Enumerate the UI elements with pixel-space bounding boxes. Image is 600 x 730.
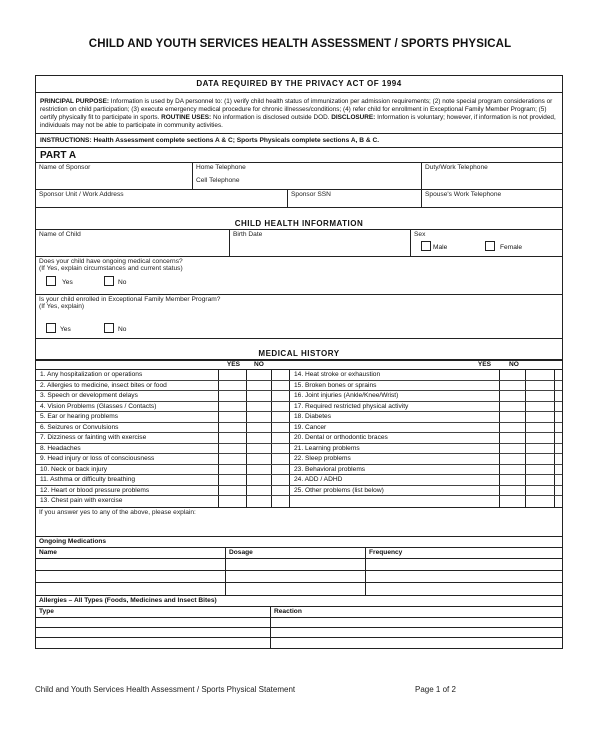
yes-cell[interactable] xyxy=(500,370,526,380)
medication-frequency-input[interactable] xyxy=(366,571,562,582)
spacer-cell xyxy=(272,486,290,496)
condition-label: 11. Asthma or difficulty breathing xyxy=(36,475,219,485)
no-column-header-left: NO xyxy=(254,361,264,368)
name-of-sponsor-field[interactable] xyxy=(36,163,193,189)
home-telephone-label: Home Telephone xyxy=(196,164,246,171)
spacer-cell xyxy=(272,402,290,412)
medication-row xyxy=(36,559,562,571)
condition-label: 19. Cancer xyxy=(290,423,500,433)
yes-cell[interactable] xyxy=(500,444,526,454)
sponsor-unit-address-label: Sponsor Unit / Work Address xyxy=(39,191,124,198)
no-cell[interactable] xyxy=(247,433,272,443)
no-cell[interactable] xyxy=(526,433,555,443)
yes-cell[interactable] xyxy=(219,444,247,454)
no-cell[interactable] xyxy=(526,496,555,507)
condition-label: 25. Other problems (list below) xyxy=(290,486,500,496)
medical-history-left-column xyxy=(36,370,290,507)
medical-concerns-question xyxy=(36,257,562,295)
medical-concerns-question-text: Does your child have ongoing medical concerns? xyxy=(39,258,183,265)
condition-label: 24. ADD / ADHD xyxy=(290,475,500,485)
yes-cell[interactable] xyxy=(500,412,526,422)
spacer-cell xyxy=(272,412,290,422)
medical-history-row xyxy=(36,423,290,434)
spouse-work-telephone-field[interactable] xyxy=(422,190,562,207)
no-cell[interactable] xyxy=(526,391,555,401)
yes-cell[interactable] xyxy=(500,496,526,507)
page-number: Page 1 of 2 xyxy=(415,685,456,694)
birth-date-label: Birth Date xyxy=(233,231,263,238)
no-cell[interactable] xyxy=(247,370,272,380)
yes-cell[interactable] xyxy=(500,391,526,401)
medical-concerns-no-option[interactable] xyxy=(104,276,126,286)
condition-label: 6. Seizures or Convulsions xyxy=(36,423,219,433)
privacy-act-heading xyxy=(36,76,562,93)
duty-work-telephone-label: Duty/Work Telephone xyxy=(425,164,488,171)
condition-label: 10. Neck or back injury xyxy=(36,465,219,475)
medical-history-row xyxy=(290,412,562,423)
yes-cell[interactable] xyxy=(219,412,247,422)
medical-history-row xyxy=(36,391,290,402)
condition-label: 18. Diabetes xyxy=(290,412,500,422)
efmp-no-option[interactable] xyxy=(104,323,126,333)
medical-history-row xyxy=(290,402,562,413)
medical-history-row xyxy=(36,402,290,413)
allergy-type-header: Type xyxy=(36,607,271,617)
privacy-act-statement xyxy=(36,93,562,134)
yes-cell[interactable] xyxy=(500,475,526,485)
medical-concerns-yes-label: Yes xyxy=(62,279,73,286)
medical-concerns-question-hint: (If Yes, explain circumstances and current status) xyxy=(39,265,183,272)
medication-dosage-input[interactable] xyxy=(226,559,366,570)
medical-history-grid xyxy=(36,370,562,508)
no-cell[interactable] xyxy=(247,475,272,485)
medical-history-heading-text: MEDICAL HISTORY xyxy=(258,349,340,358)
child-health-heading-text: CHILD HEALTH INFORMATION xyxy=(234,219,364,228)
yes-cell[interactable] xyxy=(219,370,247,380)
ongoing-medications-heading: Ongoing Medications xyxy=(36,537,562,548)
birth-date-field[interactable] xyxy=(230,230,411,256)
condition-label: 13. Chest pain with exercise xyxy=(36,496,219,507)
medications-table xyxy=(36,548,562,596)
medical-history-column-headers xyxy=(36,361,562,370)
medical-history-row xyxy=(290,391,562,402)
no-column-header-right: NO xyxy=(509,361,519,368)
medical-history-row xyxy=(290,454,562,465)
medical-concerns-cell xyxy=(36,257,562,294)
no-cell[interactable] xyxy=(526,475,555,485)
no-cell[interactable] xyxy=(526,486,555,496)
cell-telephone-label: Cell Telephone xyxy=(196,177,240,184)
medical-history-row xyxy=(36,496,290,507)
no-cell[interactable] xyxy=(526,423,555,433)
female-label: Female xyxy=(500,244,522,251)
disclosure-label: DISCLOSURE: xyxy=(331,114,376,121)
medical-concerns-yes-checkbox[interactable] xyxy=(46,276,56,286)
spacer-cell xyxy=(272,423,290,433)
allergy-row xyxy=(36,628,562,638)
medical-history-row xyxy=(36,412,290,423)
medical-history-row xyxy=(290,496,562,507)
medication-name-input[interactable] xyxy=(36,571,226,582)
explain-field[interactable] xyxy=(36,508,562,537)
medical-history-row xyxy=(36,454,290,465)
child-health-heading xyxy=(36,208,562,230)
allergies-heading: Allergies – All Types (Foods, Medicines and Insect Bites) xyxy=(36,596,562,607)
medication-frequency-input[interactable] xyxy=(366,583,562,595)
no-cell[interactable] xyxy=(247,381,272,391)
sex-male-option[interactable] xyxy=(421,241,485,251)
medication-dosage-input[interactable] xyxy=(226,571,366,582)
yes-cell[interactable] xyxy=(500,433,526,443)
yes-cell[interactable] xyxy=(500,381,526,391)
allergy-reaction-input[interactable] xyxy=(271,628,562,637)
medical-history-row xyxy=(36,370,290,381)
medical-concerns-no-label: No xyxy=(118,279,127,286)
condition-label: 2. Allergies to medicine, insect bites or food xyxy=(36,381,219,391)
yes-cell[interactable] xyxy=(500,423,526,433)
explain-cell[interactable] xyxy=(36,508,562,536)
efmp-question-text: Is your child enrolled in Exceptional Family Member Program? xyxy=(39,296,221,303)
telephone-field-group[interactable] xyxy=(193,163,422,189)
condition-label: 12. Heart or blood pressure problems xyxy=(36,486,219,496)
allergies-header-row xyxy=(36,607,562,618)
yes-cell[interactable] xyxy=(219,475,247,485)
document-title: CHILD AND YOUTH SERVICES HEALTH ASSESSMENT / SPORTS PHYSICAL xyxy=(88,38,512,50)
child-info-row xyxy=(36,230,562,257)
yes-cell[interactable] xyxy=(500,454,526,464)
yes-cell[interactable] xyxy=(500,486,526,496)
routine-uses-label: ROUTINE USES: xyxy=(161,114,212,121)
allergy-reaction-input[interactable] xyxy=(271,638,562,648)
medical-history-row xyxy=(36,433,290,444)
spacer-cell xyxy=(272,496,290,507)
medical-history-right-column xyxy=(290,370,562,507)
condition-label: 14. Heat stroke or exhaustion xyxy=(290,370,500,380)
spouse-work-telephone-label: Spouse's Work Telephone xyxy=(425,191,502,198)
medical-history-heading xyxy=(36,339,562,361)
principal-purpose-text: Information is used by DA personnel to: (1) verify child health status of immunization per admission requirements; (2) note special program considerations or restriction on child participation; (3) execute emergency medical procedure for chronic illnesses/conditions; (4) refer child for enrollment in Exceptional Family Member Program; (5) certify physically fit to participate in sports. xyxy=(40,98,553,121)
yes-cell[interactable] xyxy=(219,391,247,401)
medical-history-row xyxy=(290,381,562,392)
sponsor-ssn-label: Sponsor SSN xyxy=(291,191,331,198)
efmp-yes-checkbox[interactable] xyxy=(46,323,56,333)
spacer-cell xyxy=(272,381,290,391)
sex-female-option[interactable] xyxy=(485,241,522,251)
medication-name-input[interactable] xyxy=(36,583,226,595)
medical-concerns-yes-option[interactable] xyxy=(46,276,104,286)
part-a-heading: PART A xyxy=(36,148,562,163)
footer-document-name: Child and Youth Services Health Assessment / Sports Physical Statement xyxy=(35,685,296,694)
medical-history-row xyxy=(36,475,290,486)
condition-label: 7. Dizziness or fainting with exercise xyxy=(36,433,219,443)
allergy-type-input[interactable] xyxy=(36,638,271,648)
spacer-cell xyxy=(272,454,290,464)
medication-row xyxy=(36,583,562,595)
allergies-table xyxy=(36,607,562,648)
yes-column-header-right: YES xyxy=(477,361,492,368)
no-cell[interactable] xyxy=(247,486,272,496)
medication-row xyxy=(36,571,562,583)
condition-label: 5. Ear or hearing problems xyxy=(36,412,219,422)
sponsor-row-1 xyxy=(36,163,562,190)
medication-dosage-header: Dosage xyxy=(226,548,366,558)
page-footer xyxy=(35,685,565,694)
yes-cell[interactable] xyxy=(219,402,247,412)
condition-label: 23. Behavioral problems xyxy=(290,465,500,475)
efmp-no-label: No xyxy=(118,326,127,333)
yes-cell[interactable] xyxy=(500,402,526,412)
allergy-type-input[interactable] xyxy=(36,628,271,637)
condition-label: 9. Head injury or loss of consciousness xyxy=(36,454,219,464)
disclosure-text: Information is voluntary; however, if information is not provided, individuals may not be able to participate in community activities. xyxy=(40,114,556,129)
condition-label: 8. Headaches xyxy=(36,444,219,454)
allergy-type-input[interactable] xyxy=(36,618,271,627)
yes-cell[interactable] xyxy=(500,465,526,475)
no-cell[interactable] xyxy=(526,465,555,475)
spacer-cell xyxy=(272,444,290,454)
spacer-cell xyxy=(272,391,290,401)
efmp-question-hint: (If Yes, explain) xyxy=(39,303,85,310)
no-cell[interactable] xyxy=(247,454,272,464)
efmp-cell xyxy=(36,295,562,338)
medical-history-row xyxy=(290,444,562,455)
medications-header-row xyxy=(36,548,562,559)
privacy-act-heading-text: DATA REQUIRED BY THE PRIVACY ACT OF 1994 xyxy=(196,79,402,88)
sponsor-row-2 xyxy=(36,190,562,208)
medication-name-input[interactable] xyxy=(36,559,226,570)
routine-uses-text: No information is disclosed outside DOD. xyxy=(211,114,332,121)
female-checkbox[interactable] xyxy=(485,241,495,251)
sponsor-ssn-field[interactable] xyxy=(288,190,422,207)
no-cell[interactable] xyxy=(247,391,272,401)
medical-history-row xyxy=(290,370,562,381)
allergy-row xyxy=(36,618,562,628)
medical-history-row xyxy=(290,465,562,476)
explain-label: If you answer yes to any of the above, please explain: xyxy=(39,508,196,516)
condition-label: 3. Speech or development delays xyxy=(36,391,219,401)
duty-work-telephone-field[interactable] xyxy=(422,163,562,189)
condition-label: 1. Any hospitalization or operations xyxy=(36,370,219,380)
no-cell[interactable] xyxy=(526,402,555,412)
efmp-yes-option[interactable] xyxy=(46,323,104,333)
spacer-cell xyxy=(272,465,290,475)
name-of-sponsor-label: Name of Sponsor xyxy=(39,164,91,171)
allergy-reaction-header: Reaction xyxy=(274,607,302,615)
yes-cell[interactable] xyxy=(219,465,247,475)
efmp-yes-label: Yes xyxy=(60,326,71,333)
medical-history-row xyxy=(290,433,562,444)
no-cell[interactable] xyxy=(247,402,272,412)
yes-column-header-left: YES xyxy=(226,361,241,368)
no-cell[interactable] xyxy=(247,423,272,433)
medical-history-row xyxy=(290,475,562,486)
condition-label xyxy=(290,496,500,507)
yes-cell[interactable] xyxy=(219,486,247,496)
no-cell[interactable] xyxy=(526,444,555,454)
no-cell[interactable] xyxy=(247,465,272,475)
yes-cell[interactable] xyxy=(219,381,247,391)
name-of-child-label: Name of Child xyxy=(39,231,81,238)
medication-frequency-input[interactable] xyxy=(366,559,562,570)
condition-label: 15. Broken bones or sprains xyxy=(290,381,500,391)
yes-cell[interactable] xyxy=(219,433,247,443)
yes-cell[interactable] xyxy=(219,423,247,433)
condition-label: 21. Learning problems xyxy=(290,444,500,454)
male-label: Male xyxy=(433,244,448,251)
condition-label: 22. Sleep problems xyxy=(290,454,500,464)
medical-history-row xyxy=(36,465,290,476)
condition-label: 17. Required restricted physical activity xyxy=(290,402,500,412)
allergy-reaction-input[interactable] xyxy=(271,618,562,627)
no-cell[interactable] xyxy=(526,412,555,422)
yes-cell[interactable] xyxy=(219,454,247,464)
principal-purpose-label: PRINCIPAL PURPOSE: xyxy=(40,98,110,105)
spacer-cell xyxy=(272,475,290,485)
no-cell[interactable] xyxy=(247,496,272,507)
no-cell[interactable] xyxy=(526,381,555,391)
medical-history-row xyxy=(290,486,562,497)
condition-label: 4. Vision Problems (Glasses / Contacts) xyxy=(36,402,219,412)
condition-label: 16. Joint injuries (Ankle/Knee/Wrist) xyxy=(290,391,500,401)
medication-name-header: Name xyxy=(36,548,226,558)
assessment-form xyxy=(35,75,563,649)
no-cell[interactable] xyxy=(247,412,272,422)
yes-cell[interactable] xyxy=(219,496,247,507)
medical-history-row xyxy=(36,486,290,497)
efmp-question xyxy=(36,295,562,339)
male-checkbox[interactable] xyxy=(421,241,431,251)
spacer-cell xyxy=(272,370,290,380)
medical-history-row xyxy=(36,381,290,392)
no-cell[interactable] xyxy=(526,454,555,464)
instructions: INSTRUCTIONS: Health Assessment complete sections A & C; Sports Physicals complete sections A, B & C. xyxy=(36,134,562,148)
spacer-cell xyxy=(272,433,290,443)
medical-concerns-no-checkbox[interactable] xyxy=(104,276,114,286)
efmp-no-checkbox[interactable] xyxy=(104,323,114,333)
sex-label: Sex xyxy=(414,231,426,238)
medication-frequency-header: Frequency xyxy=(369,548,403,556)
no-cell[interactable] xyxy=(247,444,272,454)
medication-dosage-input[interactable] xyxy=(226,583,366,595)
name-of-child-field[interactable] xyxy=(36,230,230,256)
medical-history-row xyxy=(36,444,290,455)
condition-label: 20. Dental or orthodontic braces xyxy=(290,433,500,443)
no-cell[interactable] xyxy=(526,370,555,380)
allergy-row xyxy=(36,638,562,648)
sex-field xyxy=(411,230,562,256)
medical-history-row xyxy=(290,423,562,434)
sponsor-unit-address-field[interactable] xyxy=(36,190,288,207)
